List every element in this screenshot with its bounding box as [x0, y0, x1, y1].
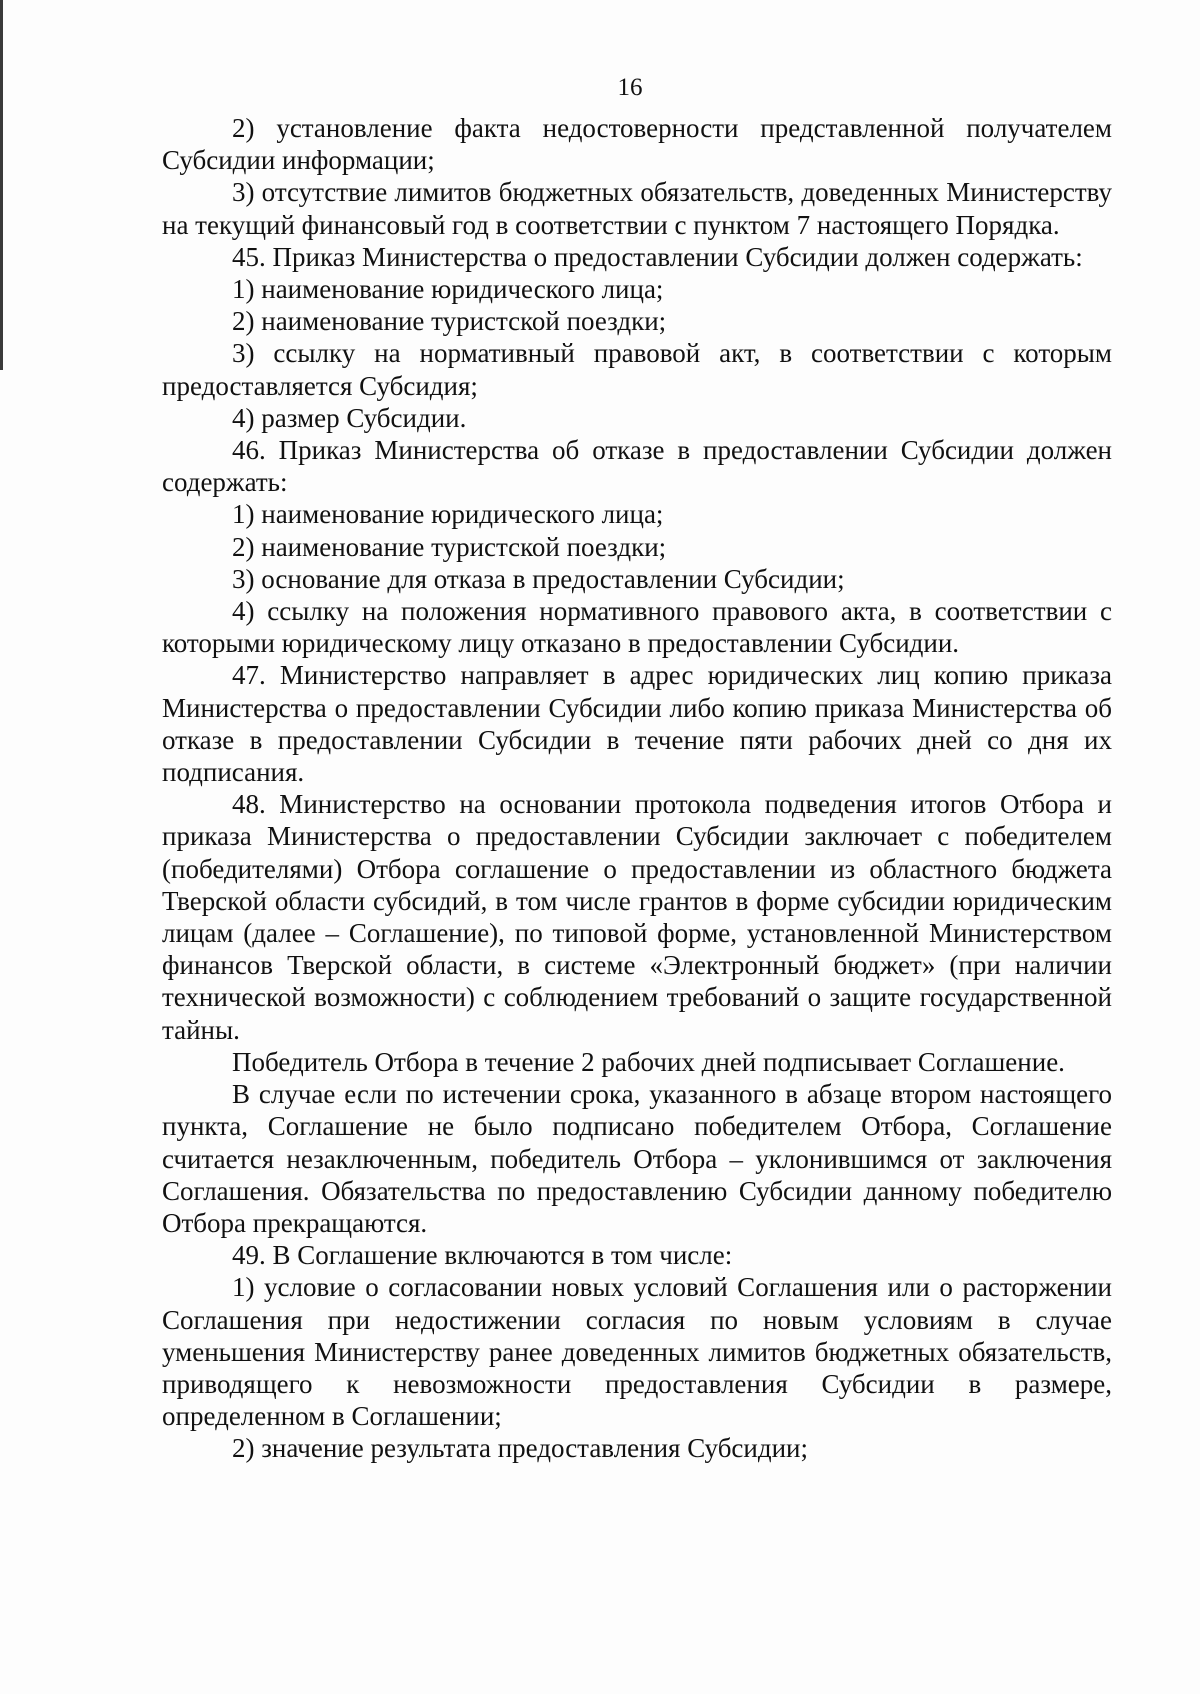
paragraph-47: 47. Министерство направляет в адрес юридических лиц копию приказа Министерства о предоставлении Субсидии либо копию приказа Министерства об отказе в предоставлении Субсидии в течение пяти рабочих дней со дня их подписания. — [162, 660, 1112, 788]
paragraph-46-item-1: 1) наименование юридического лица; — [232, 499, 664, 530]
paragraph-46-item-4: 4) ссылку на положения нормативного правового акта, в соответствии с которыми юридическому лицу отказано в предоставлении Субсидии. — [162, 596, 1112, 659]
paragraph-46: 46. Приказ Министерства об отказе в предоставлении Субсидии должен содержать: — [162, 435, 1112, 498]
paragraph-46-item-2: 2) наименование туристской поездки; — [232, 531, 667, 562]
paragraph-49-item-2: 2) значение результата предоставления Субсидии; — [232, 1433, 809, 1464]
paragraph-46-item-3: 3) основание для отказа в предоставлении Субсидии; — [232, 563, 845, 594]
scan-edge — [0, 0, 3, 370]
paragraph-48-sub-2: В случае если по истечении срока, указанного в абзаце втором настоящего пункта, Соглашение не было подписано победителем Отбора, Соглашение считается незаключенным, победитель Отбора – уклонившимся от заключения Соглашения. Обязательства по предоставлению Субсидии данному победителю Отбора прекращаются. — [162, 1079, 1112, 1238]
paragraph-45: 45. Приказ Министерства о предоставлении Субсидии должен содержать: — [232, 241, 1083, 272]
paragraph-45-item-4: 4) размер Субсидии. — [232, 402, 467, 433]
paragraph-49-item-1: 1) условие о согласовании новых условий Соглашения или о расторжении Соглашения при недостижении согласия по новым условиям в случае уменьшения Министерству ранее доведенных лимитов бюджетных обязательств, приводящего к невозможности предоставления Субсидии в размере, определенном в Соглашении; — [162, 1272, 1112, 1432]
paragraph-48: 48. Министерство на основании протокола подведения итогов Отбора и приказа Министерства о предоставлении Субсидии заключает с победителем (победителями) Отбора соглашение о предоставлении из областного бюджета Тверской области субсидий, в том числе грантов в форме субсидии юридическим лицам (далее – Соглашение), по типовой форме, установленной Министерством финансов Тверской области, в системе «Электронный бюджет» (при наличии технической возможности) с соблюдением требований о защите государственной тайны. — [162, 789, 1112, 1045]
page-number: 16 — [617, 74, 643, 101]
paragraph-45-item-3: 3) ссылку на нормативный правовой акт, в соответствии с которым предоставляется Субсидия; — [162, 338, 1112, 401]
document-body — [162, 112, 1112, 1465]
paragraph-45-item-1: 1) наименование юридического лица; — [232, 274, 664, 305]
paragraph-48-sub-1: Победитель Отбора в течение 2 рабочих дней подписывает Соглашение. — [232, 1046, 1065, 1077]
paragraph-45-item-2: 2) наименование туристской поездки; — [232, 306, 667, 337]
paragraph-49: 49. В Соглашение включаются в том числе: — [232, 1240, 733, 1271]
paragraph-44-item-2: 2) установление факта недостоверности представленной получателем Субсидии информации; — [162, 113, 1112, 176]
paragraph-44-item-3: 3) отсутствие лимитов бюджетных обязательств, доведенных Министерству на текущий финансовый год в соответствии с пунктом 7 настоящего Порядка. — [162, 177, 1112, 240]
